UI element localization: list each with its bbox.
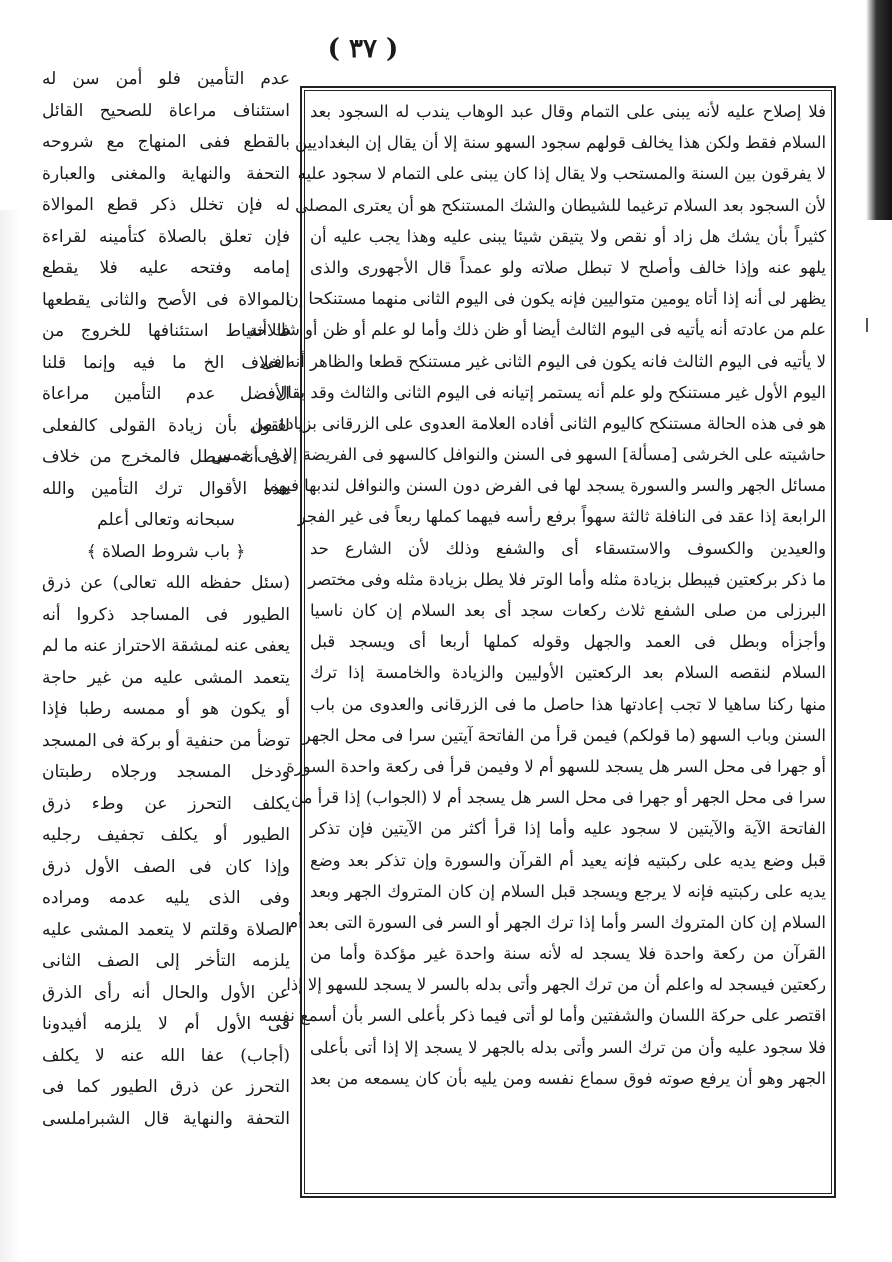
main-text-line: ركعتين فيسجد له واعلم أن من ترك الجهر وأتى بدله بالسر لا يسجد للسهو إلا إذا (286, 975, 826, 995)
main-text-line: السلام إن كان المتروك السر وأما إذا ترك الجهر أو السر فى السورة التى بعد أم (287, 912, 826, 932)
margin-text-line: فى الأول أم لا يلزمه أفيدونا (42, 1014, 290, 1034)
main-text-line: اليوم الأول غير مستنكح ولو علم أنه يستمر إتيانه فى اليوم الثانى والثالث وقد يقال (275, 382, 826, 402)
margin-text-line: له فإن تخلل ذكر قطع الموالاة (42, 195, 290, 215)
main-text-line: السلام فقط ولكن هذا يخالف قولهم سجود السهو سنة إلا أن يقال إن البغداديين (294, 133, 826, 153)
margin-text-line: يلزمه التأخر إلى الصف الثانى (42, 951, 290, 971)
margin-text-line: الطيور أو يكلف تجفيف رجليه (42, 825, 290, 845)
margin-text-line: وفى الذى يليه عدمه ومراده (42, 888, 290, 908)
margin-text-line: الصلاة وقلتم لا يتعمد المشى عليه (42, 919, 290, 940)
main-text-line: أو جهرا فى محل السر هل يسجد للسهو أم لا وفيمن قرأ فى ركعة واحدة السورة (286, 756, 826, 776)
binding-edge (862, 0, 892, 1262)
main-text-line: ما ذكر بركعتين فيبطل بزيادة مثله وأما الوتر فلا يطل بزيادة مثله وفى مختصر (308, 569, 826, 589)
main-text-line: القرآن من ركعة واحدة فلا يسجد له لأنه سنة واحدة غير مؤكدة وأما من (310, 944, 826, 964)
main-text-line: لأن السجود بعد السلام ترغيما للشيطان والشك المستنكح هو أن يعترى المصلى (295, 195, 826, 215)
main-text-line: الجهر وهو أن يرفع صوته فوق سماع نفسه ومن يليه بأن كان يسمعه من بعد (310, 1068, 826, 1088)
margin-text-line: الأفضل عدم التأمين مراعاة (42, 384, 290, 404)
margin-text-line: (سئل حفظه الله تعالى) عن ذرق (42, 573, 290, 593)
margin-text-line: بالقطع ففى المنهاج مع شروحه (42, 132, 290, 152)
page-number: ( ٣٧ ) (327, 34, 399, 64)
main-text-line: حاشيته على الخرشى [مسألة] السهو فى السنن والنوافل كالسهو فى الفريضة إلا فى خمس (211, 445, 826, 465)
main-text-line: الفاتحة الآية والآيتين لا سجود عليه وأما إذا قرأ أكثر من الآيتين فإن تذكر (310, 819, 826, 839)
main-text-line: كثيراً بأن يشك هل زاد أو نقص ولا يتيقن شيئا يبنى عليه وهذا يجب عليه أن (310, 226, 826, 246)
margin-text-line: الطيور فى المساجد ذكروا أنه (42, 604, 290, 625)
margin-text-line: يعفى عنه لمشقة الاحتراز عنه ما لم (42, 636, 290, 656)
margin-text-line: (أجاب) عفا الله عنه لا يكلف (42, 1045, 290, 1066)
margin-text-block (42, 64, 290, 1196)
scan-shadow-strip (0, 210, 20, 1262)
main-text-line: يديه على ركبتيه فإنه لا يرجع ويسجد قبل السلام إن كان المتروك الجهر وبعد (310, 881, 826, 901)
main-text-line: فلا إصلاح عليه لأنه يبنى على التمام وقال عبد الوهاب يندب له السجود بعد (310, 102, 826, 121)
main-text-line: لا يفرقون بين السنة والمستحب ولا يقال إذا كان يبنى على التمام لا سجود عليه (297, 164, 826, 184)
margin-text-line: التحفة والنهاية والمغنى والعبارة (42, 163, 290, 184)
main-text-line: البرزلى من صلى الشفع ثلاث ركعات سجد أى بعد السلام إن كان ناسيا (310, 601, 826, 620)
margin-text-line: عن الأول والحال أنه رأى الذرق (42, 982, 290, 1003)
margin-text-line: فى أنه مبطل فالمخرج من خلاف (42, 447, 290, 467)
main-text-line: قبل وضع يديه على ركبتيه فإنه يعيد أم القرآن والسورة وإن تذكر بعد وضع (310, 850, 826, 870)
margin-text-line: أو يكون هو أو ممسه رطبا فإذا (42, 699, 290, 719)
main-text-block (211, 96, 826, 1188)
margin-text-line: للقول بأن زيادة القولى كالفعلى (42, 415, 290, 436)
margin-text-line: التحرز عن ذرق الطيور كما فى (42, 1077, 290, 1097)
margin-text-line: ودخل المسجد ورجلاه رطبتان (42, 762, 290, 782)
margin-text-line: سبحانه وتعالى أعلم (97, 510, 235, 530)
main-text-line: وأجزأه وبطل فى العمد والجهل وقوله كملها أربعا أى ويسجد قبل (310, 632, 826, 652)
section-heading: ﴿ باب شروط الصلاة ﴾ (86, 541, 246, 562)
margin-text-line: يتعمد المشى عليه من غير حاجة (42, 667, 290, 688)
main-text-line: السنن وباب السهو (ما قولكم) فيمن قرأ من الفاتحة آيتين سرا فى محل الجهر (302, 725, 826, 745)
main-text-line: الرابعة إذا عقد فى النافلة ثالثة سهواً برفع رأسه فيهما كملها ربعاً فى غير الفجر (297, 507, 826, 527)
margin-text-line: توضأ من حنفية أو بركة فى المسجد (42, 730, 290, 751)
margin-text-line: التحفة والنهاية قال الشبراملسى (42, 1108, 290, 1129)
main-text-line: يظهر لى أنه إذا أتاه يومين متواليين فإنه يكون فى اليوم الثانى منهما مستنكحا إن (286, 289, 826, 309)
main-text-line: اقتصر على حركة اللسان والشفتين وأما لو أتى فيما ذكر بأعلى السر بأن أسمع نفسه (258, 1006, 826, 1026)
main-text-line: هو فى هذه الحالة مستنكح كاليوم الثانى أفاده العلامة العدوى على الزرقانى بزيادة من (251, 413, 826, 433)
main-text-line: فلا سجود عليه وأن من ترك السر وأتى بدله بالجهر لا يسجد إلا إذا أتى بأعلى (310, 1037, 826, 1057)
margin-text-line: الخلاف الخ ما فيه وإنما قلنا (42, 352, 290, 373)
main-text-line: سرا فى محل الجهر أو جهرا فى محل السر هل يسجد أم لا (الجواب) إذا قرأ من (291, 788, 826, 808)
margin-text-line: هذه الأقوال ترك التأمين والله (42, 478, 290, 499)
main-text-line: مسائل الجهر والسر والسورة يسجد لها فى الفرض دون السنن والنوافل لندبها فيهما (264, 476, 826, 496)
scan-mark (866, 318, 868, 332)
margin-text-line: وإذا كان فى الصف الأول ذرق (42, 856, 290, 877)
margin-text-line: يكلف التحرز عن وطء ذرق (42, 793, 290, 814)
main-text-line: السلام لنقصه السلام بعد الركعتين الأوليين والزيادة والخامسة إذا ترك (310, 663, 826, 683)
binding-shadow (866, 0, 892, 220)
main-text-line: منها ركنا ساهيا لا تجب إعادتها هذا حاصل ما فى الزرقانى والعدوى من باب (310, 694, 826, 714)
main-text-line: لا يأتيه فى اليوم الثالث فانه يكون فى اليوم الثانى غير مستنكح قطعا والظاهر أنه فى (260, 351, 826, 371)
margin-text-line: استئناف مراعاة للصحيح القائل (42, 100, 290, 121)
margin-text-line: إمامه وفتحه عليه فلا يقطع (42, 258, 290, 278)
main-text-line: علم من عادته أنه يأتيه فى اليوم الثالث أيضا أو ظن ذلك وأما لو علم أو ظن أو شك أنه (249, 320, 826, 340)
margin-text-line: فالاحتياط استئنافها للخروج من (42, 321, 290, 341)
main-text-line: والعيدين والكسوف والاستسقاء أى والشفع وذلك لأن الشارع حد (310, 538, 826, 558)
margin-text-line: الموالاة فى الأصح والثانى يقطعها (42, 289, 290, 310)
margin-text-line: فإن تعلق بالصلاة كتأمينه لقراءة (42, 226, 290, 247)
margin-text-line: عدم التأمين فلو أمن سن له (42, 69, 290, 89)
main-text-line: يلهو عنه وإذا خالف وأصلح لا تبطل صلاته ولو عمداً قال الأجهورى والذى (310, 257, 826, 277)
